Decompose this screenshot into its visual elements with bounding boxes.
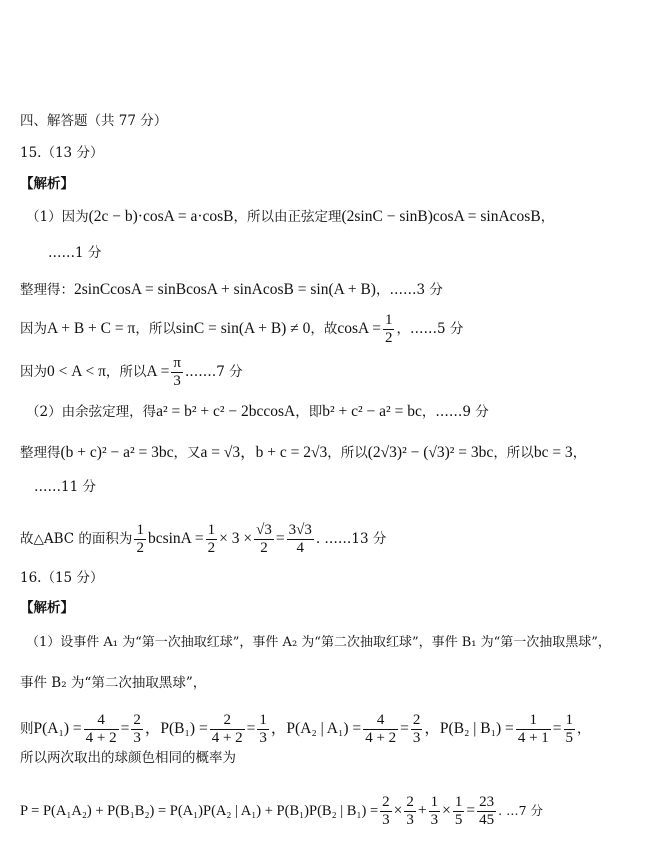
q16-final-fraction-5: [477, 794, 496, 829]
q15-p2b-eq4: bc = 3: [533, 444, 573, 461]
fraction-numerator: 1: [430, 794, 439, 810]
question-16-analysis-label: 【解析】: [20, 600, 74, 616]
q16-pa2-fraction: [363, 712, 398, 747]
q15-score-13: . ……13 分: [315, 530, 387, 547]
q16-pb2-fraction-2: [564, 712, 576, 747]
q16-pb1: ，P(B₁) =: [144, 719, 208, 737]
q16-pb2-fraction: [516, 712, 551, 747]
q16-pa1-fraction: [84, 712, 119, 747]
fraction-denominator: 3: [259, 729, 267, 746]
q16-score-7: . …7 分: [498, 802, 544, 818]
q15-p2-eq1: a² = b² + c² − 2bccosA: [156, 403, 296, 420]
q15-area-line: [20, 522, 386, 557]
fraction-denominator: 2: [254, 539, 274, 557]
q16-pa2: ，P(A₂ | A₁) =: [270, 719, 362, 737]
q15-p2b-end: ，: [572, 445, 587, 461]
q15-p2b-eq2: a = √3，b + c = 2√3: [200, 444, 328, 461]
fraction-denominator: 4 + 2: [85, 729, 117, 746]
q16-pb1-fraction-2: [257, 712, 269, 747]
fraction-numerator: 4: [376, 712, 385, 728]
fraction-denominator: 3: [406, 811, 414, 828]
q15-p2b-eq1: (b + c)² − a² = 3bc: [60, 444, 174, 461]
fraction-numerator: 2: [223, 712, 231, 728]
q15-p2-mid: ，即: [295, 404, 323, 420]
fraction-numerator: 1: [207, 522, 216, 538]
q16-pb1-eq: =: [246, 719, 256, 737]
q16-pa2-fraction-2: [411, 712, 423, 747]
q15-simplify-prefix: 整理得：: [20, 282, 74, 298]
fraction-numerator: 2: [133, 712, 141, 728]
q16-final-eq: P = P(A₁A₂) + P(B₁B₂) = P(A₁)P(A₂ | A₁) + P(B₁)P(B₂ | B₁) =: [20, 802, 379, 819]
fraction-numerator: 1: [259, 712, 267, 728]
q15-part2-line: [26, 404, 489, 420]
fraction-denominator: 4 + 2: [365, 729, 397, 746]
q16-pa2-eq: =: [400, 719, 409, 737]
q15-area-fraction-3: [254, 522, 274, 557]
q16-prob-line: [20, 712, 591, 747]
q15-p2b-mid3: ，所以: [493, 445, 534, 461]
q15-score-11: ……11 分: [34, 479, 96, 495]
q15-score-1: ……1 分: [48, 245, 102, 261]
q15-range-prefix: 因为: [20, 363, 47, 380]
q16-final-line: [20, 794, 543, 829]
q15-p2b-eq3: (2√3)² − (√3)² = 3bc: [367, 444, 494, 461]
fraction-denominator: 3: [382, 811, 390, 828]
q15-p2b-mid2: ，所以: [327, 445, 368, 461]
question-16-number: 16.（15 分）: [20, 570, 104, 586]
fraction-numerator: 2: [382, 794, 390, 810]
q15-area-fraction-2: [206, 522, 218, 557]
q15-p2-eq2: b² + c² − a² = bc: [322, 403, 422, 420]
q15-since-eq1: A + B + C = π: [47, 319, 136, 337]
q16-pa1-eq: =: [120, 719, 130, 737]
fraction-denominator: 4 + 2: [211, 729, 243, 746]
fraction-denominator: 5: [565, 729, 574, 746]
fraction-numerator: 1: [384, 312, 393, 328]
fraction-numerator: 2: [412, 712, 421, 728]
fraction-denominator: 2: [207, 539, 216, 556]
q15-p1-eq2: (2sinC − sinB)cosA = sinAcosB: [341, 208, 541, 225]
q15-since-mid2: ，故: [310, 320, 338, 337]
fraction-denominator: 4 + 1: [517, 729, 549, 746]
q15-range-eq2: A =: [146, 362, 170, 380]
fraction-numerator: 2: [406, 794, 414, 810]
fraction-denominator: 45: [479, 811, 495, 828]
fraction-numerator: 23: [479, 794, 495, 810]
q16-pb1-fraction: [210, 712, 245, 747]
fraction-numerator: 3√3: [288, 522, 312, 538]
q15-since-mid: ，所以: [135, 320, 176, 337]
q16-pa1: P(A₁) =: [33, 719, 82, 737]
q15-simplify-line: [20, 282, 443, 298]
q15-area-fraction-4: [287, 522, 314, 557]
q16-then-end: ，: [577, 720, 591, 737]
q16-part1-line: （1）设事件 A₁ 为“第一次抽取红球”，事件 A₂ 为“第二次抽取红球”，事件 B₁ 为“第一次抽取黑球”，: [26, 635, 611, 650]
q15-p1-prefix: （1）因为: [26, 209, 89, 225]
section-heading: 四、解答题（共 77 分）: [20, 113, 168, 129]
q15-area-fraction-1: [134, 522, 146, 557]
q16-then-prefix: 则: [20, 720, 34, 737]
q16-part1b-line: 事件 B₂ 为“第二次抽取黑球”，: [20, 675, 207, 691]
q15-area-prefix: 故△ABC 的面积为: [20, 530, 133, 547]
q16-pa1-fraction-2: [131, 712, 143, 747]
q15-range-mid: ，所以: [105, 363, 147, 380]
q15-p2b-prefix: 整理得: [20, 445, 61, 461]
fraction-denominator: 3: [430, 811, 439, 828]
q16-final-fraction-3: [429, 794, 441, 829]
q16-pb2: ，P(B₂ | B₁) =: [424, 719, 514, 737]
q16-final-equals: =: [466, 801, 476, 819]
fraction-numerator: 1: [454, 794, 463, 810]
q15-since-line: [20, 312, 463, 347]
q15-area-term-1: bcsinA =: [147, 529, 204, 547]
q15-area-term-2: × 3 ×: [219, 529, 253, 547]
q16-same-color-line: 所以两次取出的球颜色相同的概率为: [20, 750, 236, 766]
q15-part2b-line: [20, 445, 586, 461]
fraction-numerator: 1: [529, 712, 538, 728]
fraction-denominator: 2: [384, 329, 393, 346]
q15-score-9: ，……9 分: [421, 404, 489, 420]
q15-area-term-3: =: [275, 529, 285, 547]
q15-A-fraction: [171, 355, 183, 390]
fraction-denominator: 5: [454, 811, 463, 828]
q16-pb2-eq: =: [552, 719, 562, 737]
q15-score-3: ，……3 分: [375, 282, 443, 298]
q15-score-7: .……7 分: [184, 363, 243, 380]
fraction-denominator: 3: [412, 729, 421, 746]
q15-range-eq: 0 < A < π: [47, 362, 106, 380]
q15-part1-line: [26, 209, 554, 225]
q15-p2b-mid1: ，又: [173, 445, 201, 461]
q15-range-line: [20, 355, 243, 390]
q15-since-prefix: 因为: [20, 320, 47, 337]
fraction-denominator: 2: [136, 539, 144, 556]
fraction-numerator: π: [173, 355, 181, 371]
q15-since-eq3: cosA =: [337, 319, 381, 337]
question-15-number: 15.（13 分）: [20, 145, 104, 161]
q15-p1-eq1: (2c − b)·cosA = a·cosB: [88, 208, 234, 225]
fraction-numerator: 1: [565, 712, 574, 728]
q15-simplify-eq: 2sinCcosA = sinBcosA + sinAcosB = sin(A + B): [74, 281, 376, 298]
q16-final-times-2: ×: [442, 801, 451, 819]
q16-final-plus: +: [417, 801, 427, 819]
q15-cosA-fraction: [383, 312, 395, 347]
q16-final-times-1: ×: [393, 801, 403, 819]
q15-p1-end: ，: [540, 209, 555, 225]
fraction-numerator: √3: [256, 522, 272, 538]
fraction-denominator: 3: [133, 729, 141, 746]
q15-score-5: ，……5 分: [396, 320, 464, 337]
question-15-analysis-label: 【解析】: [20, 176, 74, 192]
q16-final-fraction-4: [453, 794, 465, 829]
q15-since-eq2: sinC = sin(A + B) ≠ 0: [175, 319, 311, 337]
fraction-numerator: 4: [97, 712, 105, 728]
fraction-denominator: 4: [287, 539, 314, 557]
q16-final-fraction-2: [404, 794, 416, 829]
q15-p1-mid: ，所以由正弦定理: [233, 209, 342, 225]
fraction-numerator: 1: [136, 522, 144, 538]
q15-p2-prefix: （2）由余弦定理，得: [26, 404, 157, 420]
q16-final-fraction-1: [380, 794, 392, 829]
fraction-denominator: 3: [171, 372, 183, 390]
